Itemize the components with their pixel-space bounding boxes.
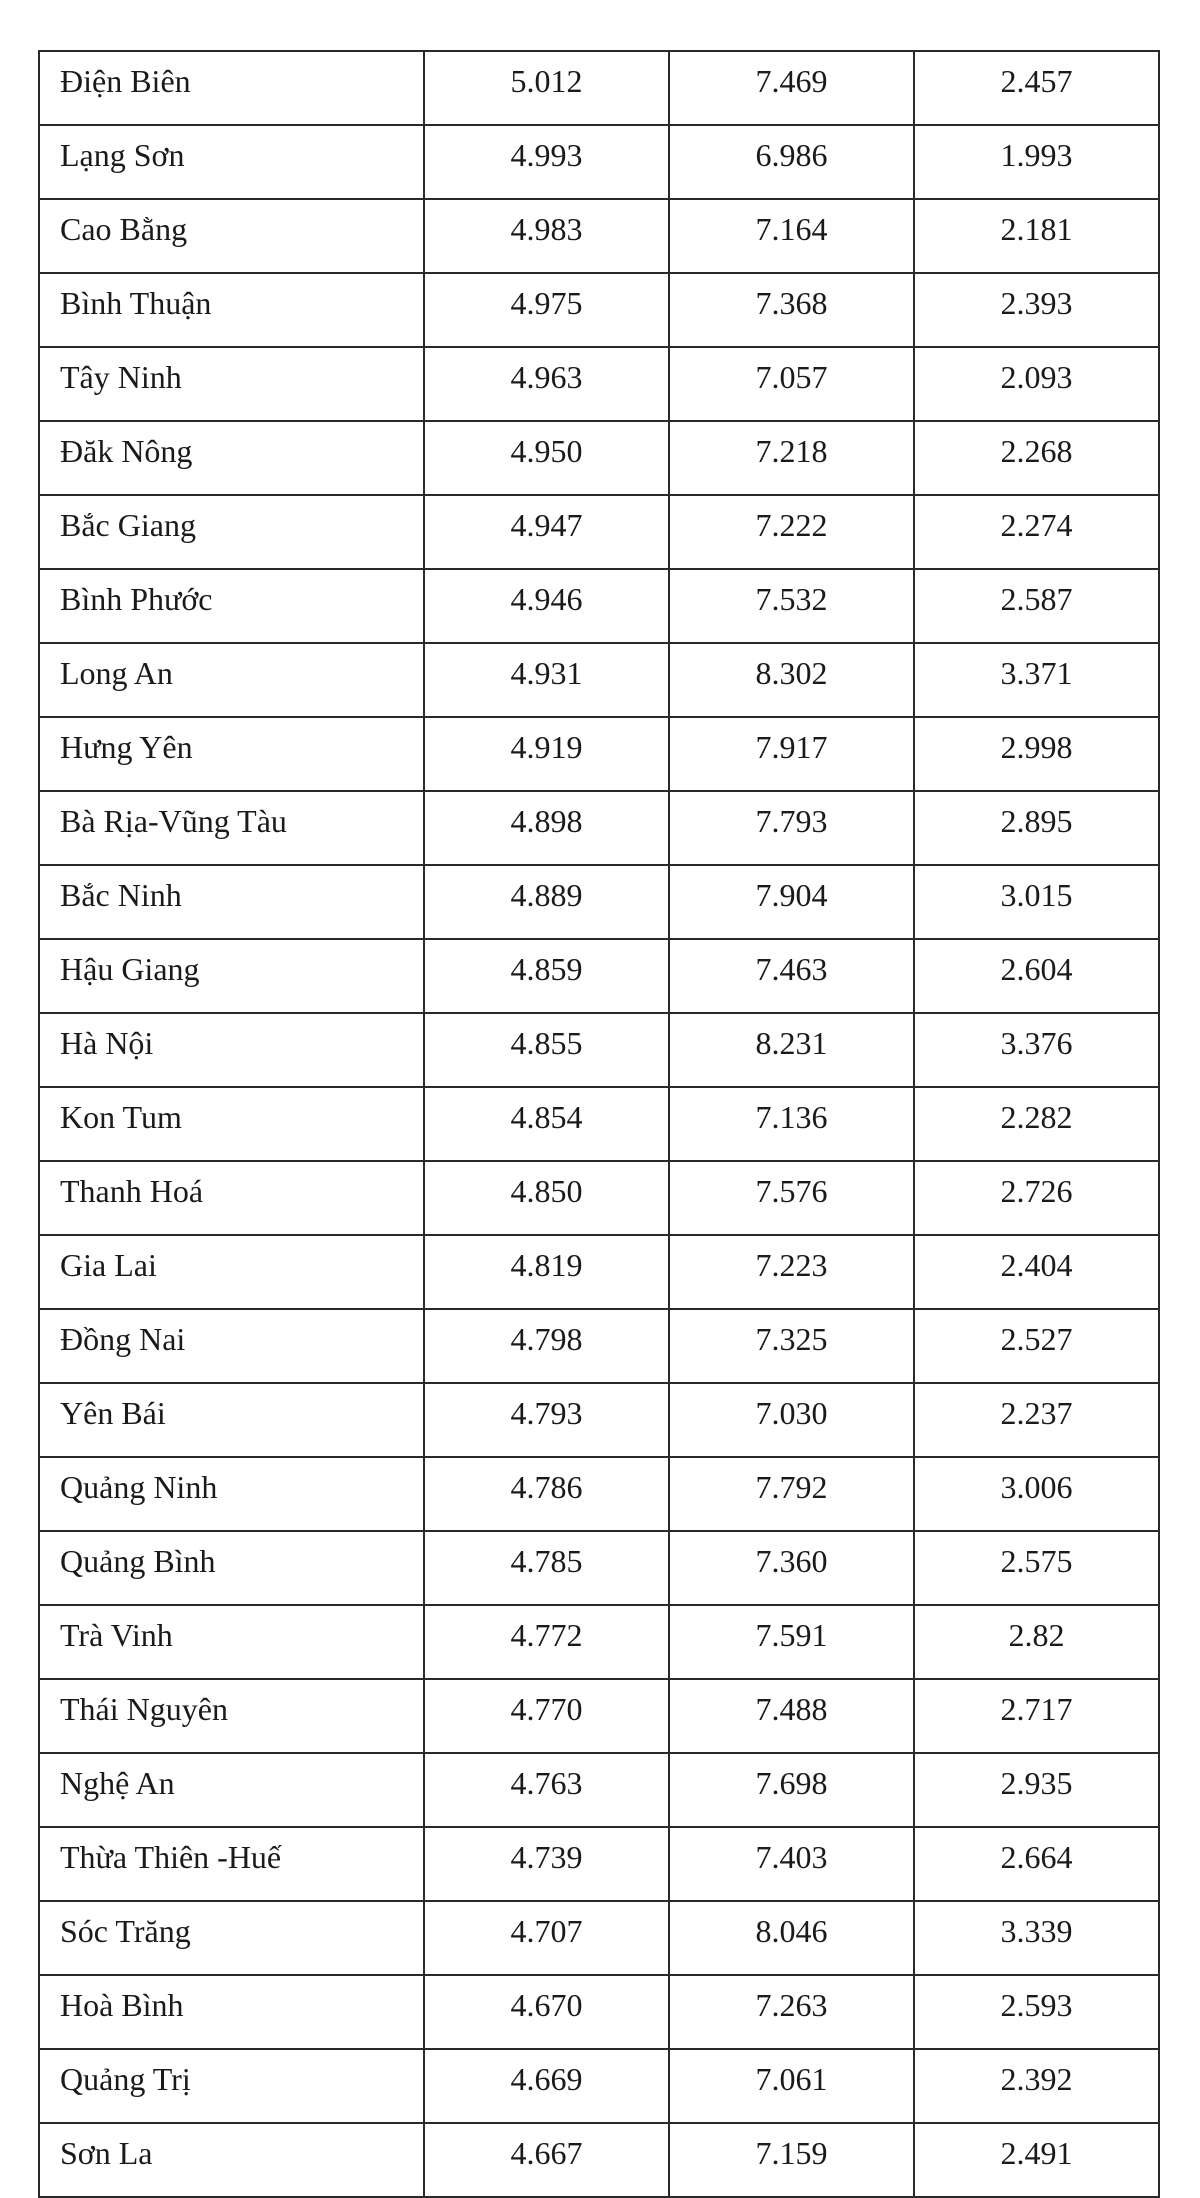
province-name-cell: Bà Rịa-Vũng Tàu [39,791,424,865]
table-row [39,1901,1159,1975]
province-name-cell: Thái Nguyên [39,1679,424,1753]
value-3-cell: 2.457 [914,51,1159,125]
value-3-cell: 2.664 [914,1827,1159,1901]
value-1-cell: 4.667 [424,2123,669,2197]
table-row [39,2123,1159,2197]
province-name-cell: Quảng Trị [39,2049,424,2123]
value-1-cell: 4.859 [424,939,669,1013]
value-3-cell: 2.181 [914,199,1159,273]
value-3-cell: 2.392 [914,2049,1159,2123]
value-3-cell: 2.575 [914,1531,1159,1605]
value-1-cell: 4.669 [424,2049,669,2123]
value-3-cell: 3.339 [914,1901,1159,1975]
value-2-cell: 7.218 [669,421,914,495]
province-name-cell: Lạng Sơn [39,125,424,199]
table-row [39,1013,1159,1087]
table-row [39,1679,1159,1753]
table-row [39,51,1159,125]
table-row [39,347,1159,421]
province-name-cell: Hoà Bình [39,1975,424,2049]
value-3-cell: 2.998 [914,717,1159,791]
value-2-cell: 8.302 [669,643,914,717]
value-1-cell: 4.786 [424,1457,669,1531]
province-name-cell: Thanh Hoá [39,1161,424,1235]
table-container [38,50,1158,2198]
value-3-cell: 2.593 [914,1975,1159,2049]
province-name-cell: Hà Nội [39,1013,424,1087]
value-1-cell: 4.855 [424,1013,669,1087]
value-3-cell: 2.093 [914,347,1159,421]
table-row [39,939,1159,1013]
value-2-cell: 7.222 [669,495,914,569]
value-3-cell: 2.604 [914,939,1159,1013]
table-row [39,791,1159,865]
value-2-cell: 7.532 [669,569,914,643]
province-name-cell: Yên Bái [39,1383,424,1457]
value-1-cell: 4.983 [424,199,669,273]
value-1-cell: 4.770 [424,1679,669,1753]
value-1-cell: 4.931 [424,643,669,717]
value-3-cell: 2.491 [914,2123,1159,2197]
province-name-cell: Hậu Giang [39,939,424,1013]
value-3-cell: 2.895 [914,791,1159,865]
province-name-cell: Nghệ An [39,1753,424,1827]
value-2-cell: 7.368 [669,273,914,347]
table-row [39,2049,1159,2123]
value-2-cell: 7.030 [669,1383,914,1457]
table-row [39,199,1159,273]
value-1-cell: 4.670 [424,1975,669,2049]
value-2-cell: 7.136 [669,1087,914,1161]
value-3-cell: 2.282 [914,1087,1159,1161]
province-name-cell: Cao Bằng [39,199,424,273]
province-name-cell: Đăk Nông [39,421,424,495]
value-1-cell: 4.785 [424,1531,669,1605]
value-2-cell: 7.576 [669,1161,914,1235]
value-2-cell: 7.591 [669,1605,914,1679]
value-3-cell: 2.393 [914,273,1159,347]
table-row [39,1235,1159,1309]
value-1-cell: 4.898 [424,791,669,865]
value-2-cell: 7.263 [669,1975,914,2049]
table-row [39,717,1159,791]
value-3-cell: 2.935 [914,1753,1159,1827]
value-3-cell: 2.717 [914,1679,1159,1753]
value-1-cell: 4.963 [424,347,669,421]
value-3-cell: 2.82 [914,1605,1159,1679]
value-2-cell: 7.360 [669,1531,914,1605]
table-row [39,1605,1159,1679]
table-row [39,495,1159,569]
value-2-cell: 7.164 [669,199,914,273]
value-3-cell: 1.993 [914,125,1159,199]
value-1-cell: 4.950 [424,421,669,495]
value-1-cell: 4.854 [424,1087,669,1161]
province-name-cell: Hưng Yên [39,717,424,791]
value-1-cell: 4.975 [424,273,669,347]
value-3-cell: 3.376 [914,1013,1159,1087]
value-2-cell: 7.904 [669,865,914,939]
value-2-cell: 7.793 [669,791,914,865]
province-name-cell: Sơn La [39,2123,424,2197]
table-row [39,1827,1159,1901]
value-2-cell: 7.488 [669,1679,914,1753]
value-2-cell: 7.223 [669,1235,914,1309]
table-body [39,51,1159,2197]
table-row [39,1457,1159,1531]
value-1-cell: 4.819 [424,1235,669,1309]
value-3-cell: 2.527 [914,1309,1159,1383]
table-row [39,1161,1159,1235]
province-name-cell: Quảng Bình [39,1531,424,1605]
value-1-cell: 4.793 [424,1383,669,1457]
province-name-cell: Bắc Ninh [39,865,424,939]
table-row [39,865,1159,939]
value-2-cell: 7.469 [669,51,914,125]
value-2-cell: 6.986 [669,125,914,199]
province-name-cell: Trà Vinh [39,1605,424,1679]
value-2-cell: 7.698 [669,1753,914,1827]
table-row [39,125,1159,199]
table-row [39,1975,1159,2049]
value-3-cell: 2.237 [914,1383,1159,1457]
value-2-cell: 7.061 [669,2049,914,2123]
value-2-cell: 7.403 [669,1827,914,1901]
province-name-cell: Gia Lai [39,1235,424,1309]
value-2-cell: 7.792 [669,1457,914,1531]
province-name-cell: Điện Biên [39,51,424,125]
value-3-cell: 2.587 [914,569,1159,643]
province-name-cell: Kon Tum [39,1087,424,1161]
value-1-cell: 4.763 [424,1753,669,1827]
value-1-cell: 4.772 [424,1605,669,1679]
value-1-cell: 4.946 [424,569,669,643]
table-row [39,1309,1159,1383]
value-2-cell: 7.325 [669,1309,914,1383]
value-2-cell: 8.046 [669,1901,914,1975]
province-name-cell: Đồng Nai [39,1309,424,1383]
value-1-cell: 4.739 [424,1827,669,1901]
province-name-cell: Tây Ninh [39,347,424,421]
province-name-cell: Long An [39,643,424,717]
value-3-cell: 3.006 [914,1457,1159,1531]
province-data-table [38,50,1160,2198]
value-2-cell: 7.917 [669,717,914,791]
table-row [39,1383,1159,1457]
value-3-cell: 3.015 [914,865,1159,939]
province-name-cell: Thừa Thiên -Huế [39,1827,424,1901]
table-row [39,1753,1159,1827]
value-3-cell: 2.268 [914,421,1159,495]
value-1-cell: 5.012 [424,51,669,125]
value-1-cell: 4.707 [424,1901,669,1975]
value-3-cell: 2.726 [914,1161,1159,1235]
table-row [39,1087,1159,1161]
value-1-cell: 4.889 [424,865,669,939]
province-name-cell: Bình Phước [39,569,424,643]
province-name-cell: Bình Thuận [39,273,424,347]
value-1-cell: 4.919 [424,717,669,791]
value-2-cell: 8.231 [669,1013,914,1087]
value-1-cell: 4.993 [424,125,669,199]
value-3-cell: 2.404 [914,1235,1159,1309]
table-row [39,569,1159,643]
province-name-cell: Bắc Giang [39,495,424,569]
value-3-cell: 3.371 [914,643,1159,717]
value-1-cell: 4.947 [424,495,669,569]
value-2-cell: 7.057 [669,347,914,421]
table-row [39,273,1159,347]
province-name-cell: Quảng Ninh [39,1457,424,1531]
value-2-cell: 7.159 [669,2123,914,2197]
value-1-cell: 4.850 [424,1161,669,1235]
table-row [39,1531,1159,1605]
province-name-cell: Sóc Trăng [39,1901,424,1975]
value-2-cell: 7.463 [669,939,914,1013]
value-1-cell: 4.798 [424,1309,669,1383]
table-row [39,421,1159,495]
value-3-cell: 2.274 [914,495,1159,569]
table-row [39,643,1159,717]
